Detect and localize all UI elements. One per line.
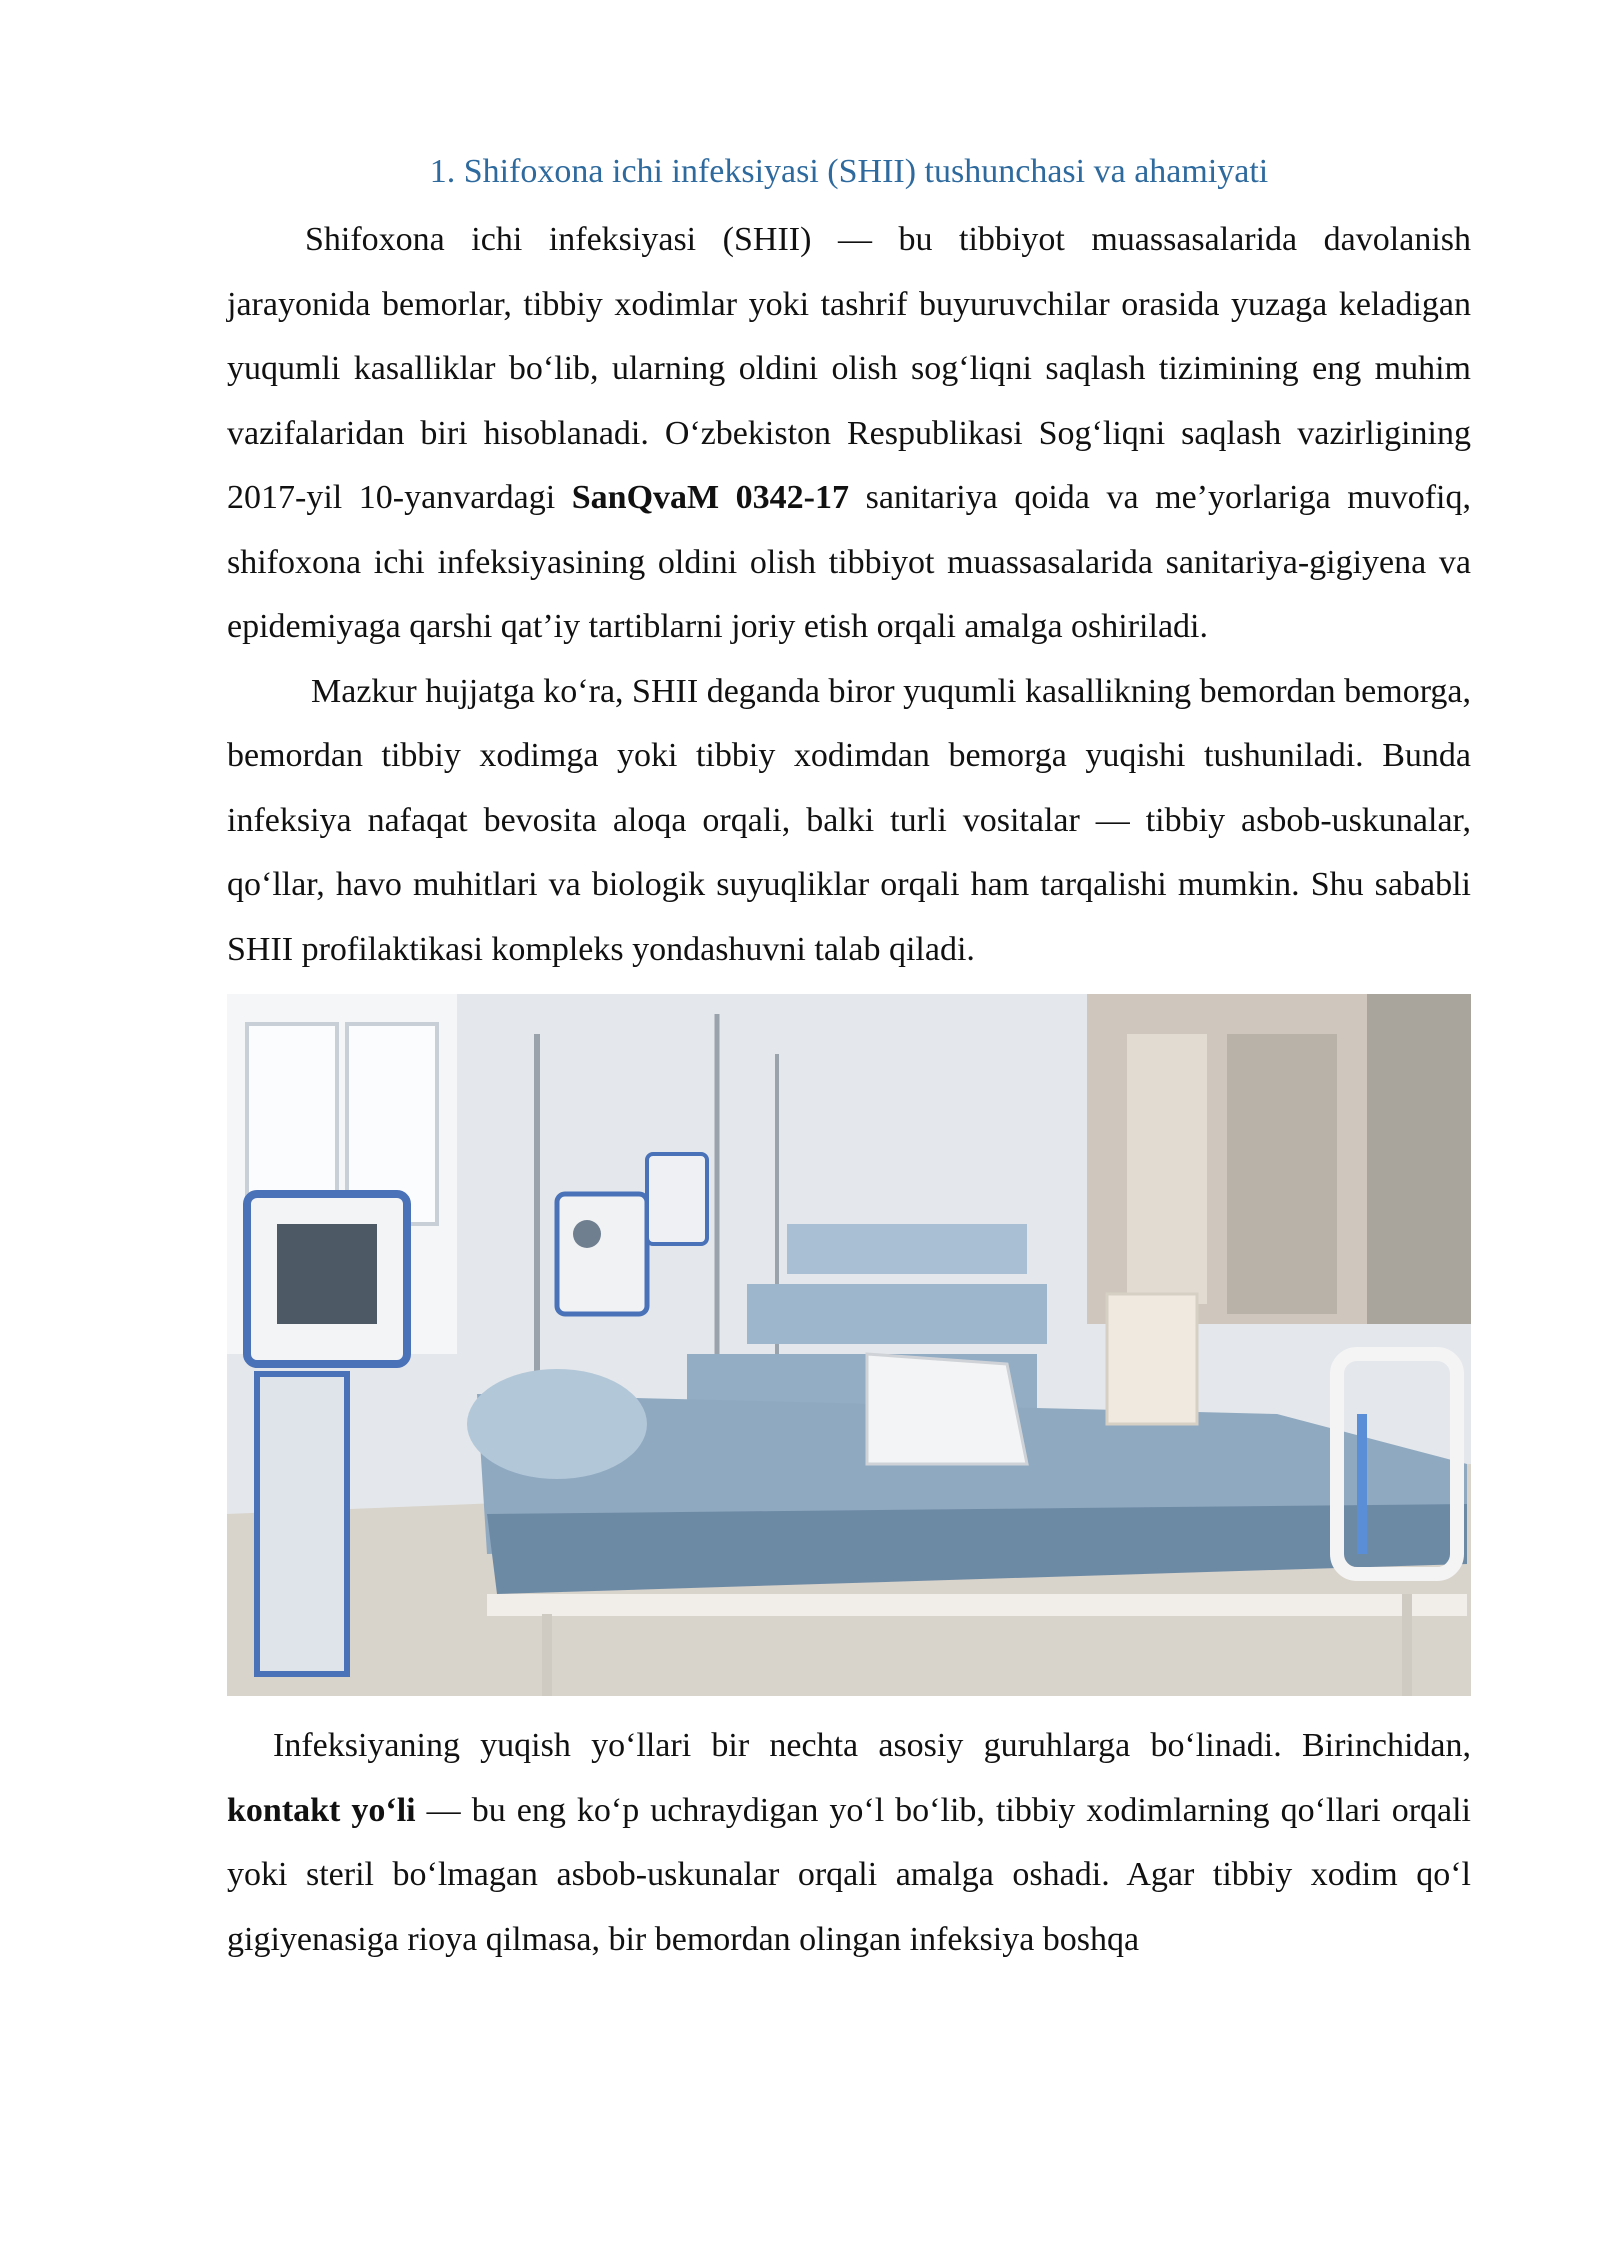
hospital-ward-illustration [227, 994, 1471, 1696]
regulation-code: SanQvaM 0342-17 [571, 479, 850, 516]
contact-route-term: kontakt yo‘li [227, 1791, 416, 1829]
paragraph-transmission: Mazkur hujjatga ko‘ra, SHII deganda biror yuqumli kasallikning bemordan bemorga, bemordan tibbiy xodimga yoki tibbiy xodimdan bemorga yuqishi tushuniladi. Bunda infeksiya nafaqat bevosita aloqa orqali, balki turli vositalar — tibbiy asbob-uskunalar, qo‘llar, havo muhitlari va biologik suyuqliklar orqali ham tarqalishi mumkin. Shu sababli SHII profilaktikasi kompleks yondashuvni talab qiladi. [227, 672, 1471, 968]
paragraph-text: sanitariya qoida va me’yorlariga muvofiq, shifoxona ichi infeksiyasining oldini olish tibbiyot muassasalarida sanitariya-gigiyena va epidemiyaga qarshi qat’iy tartiblarni joriy etish orqali amalga oshiriladi. [227, 479, 1472, 645]
section-heading: 1. Shifoxona ichi infeksiyasi (SHII) tushunchasi va ahamiyati [429, 153, 1269, 190]
document-page [227, 150, 1471, 1972]
paragraph-text: — bu eng ko‘p uchraydigan yo‘l bo‘lib, tibbiy xodimlarning qo‘llari orqali yoki steril bo‘lmagan asbob-uskunalar orqali amalga oshadi. Agar tibbiy xodim qo‘l gigiyenasiga rioya qilmasa, bir bemordan olingan infeksiya boshqa [227, 1791, 1471, 1958]
paragraph-routes [227, 1714, 1471, 1972]
paragraph-definition [227, 208, 1471, 660]
hospital-ward-photo [227, 994, 1471, 1696]
paragraph-text: Shifoxona ichi infeksiyasi (SHII) — bu tibbiyot muassasalarida davolanish jarayonida bemorlar, tibbiy xodimlar yoki tashrif buyuruvchilar orasida yuzaga keladigan yuqumli kasalliklar bo‘lib, ularning oldini olish sog‘liqni saqlash tizimining eng muhim vazifalaridan biri hisoblanadi. O‘zbekiston Respublikasi Sog‘liqni saqlash vazirligining 2017-yil 10-yanvardagi [227, 221, 1471, 516]
paragraph-text: Infeksiyaning yuqish yo‘llari bir nechta asosiy guruhlarga bo‘linadi. Birinchidan, [273, 1727, 1471, 1764]
